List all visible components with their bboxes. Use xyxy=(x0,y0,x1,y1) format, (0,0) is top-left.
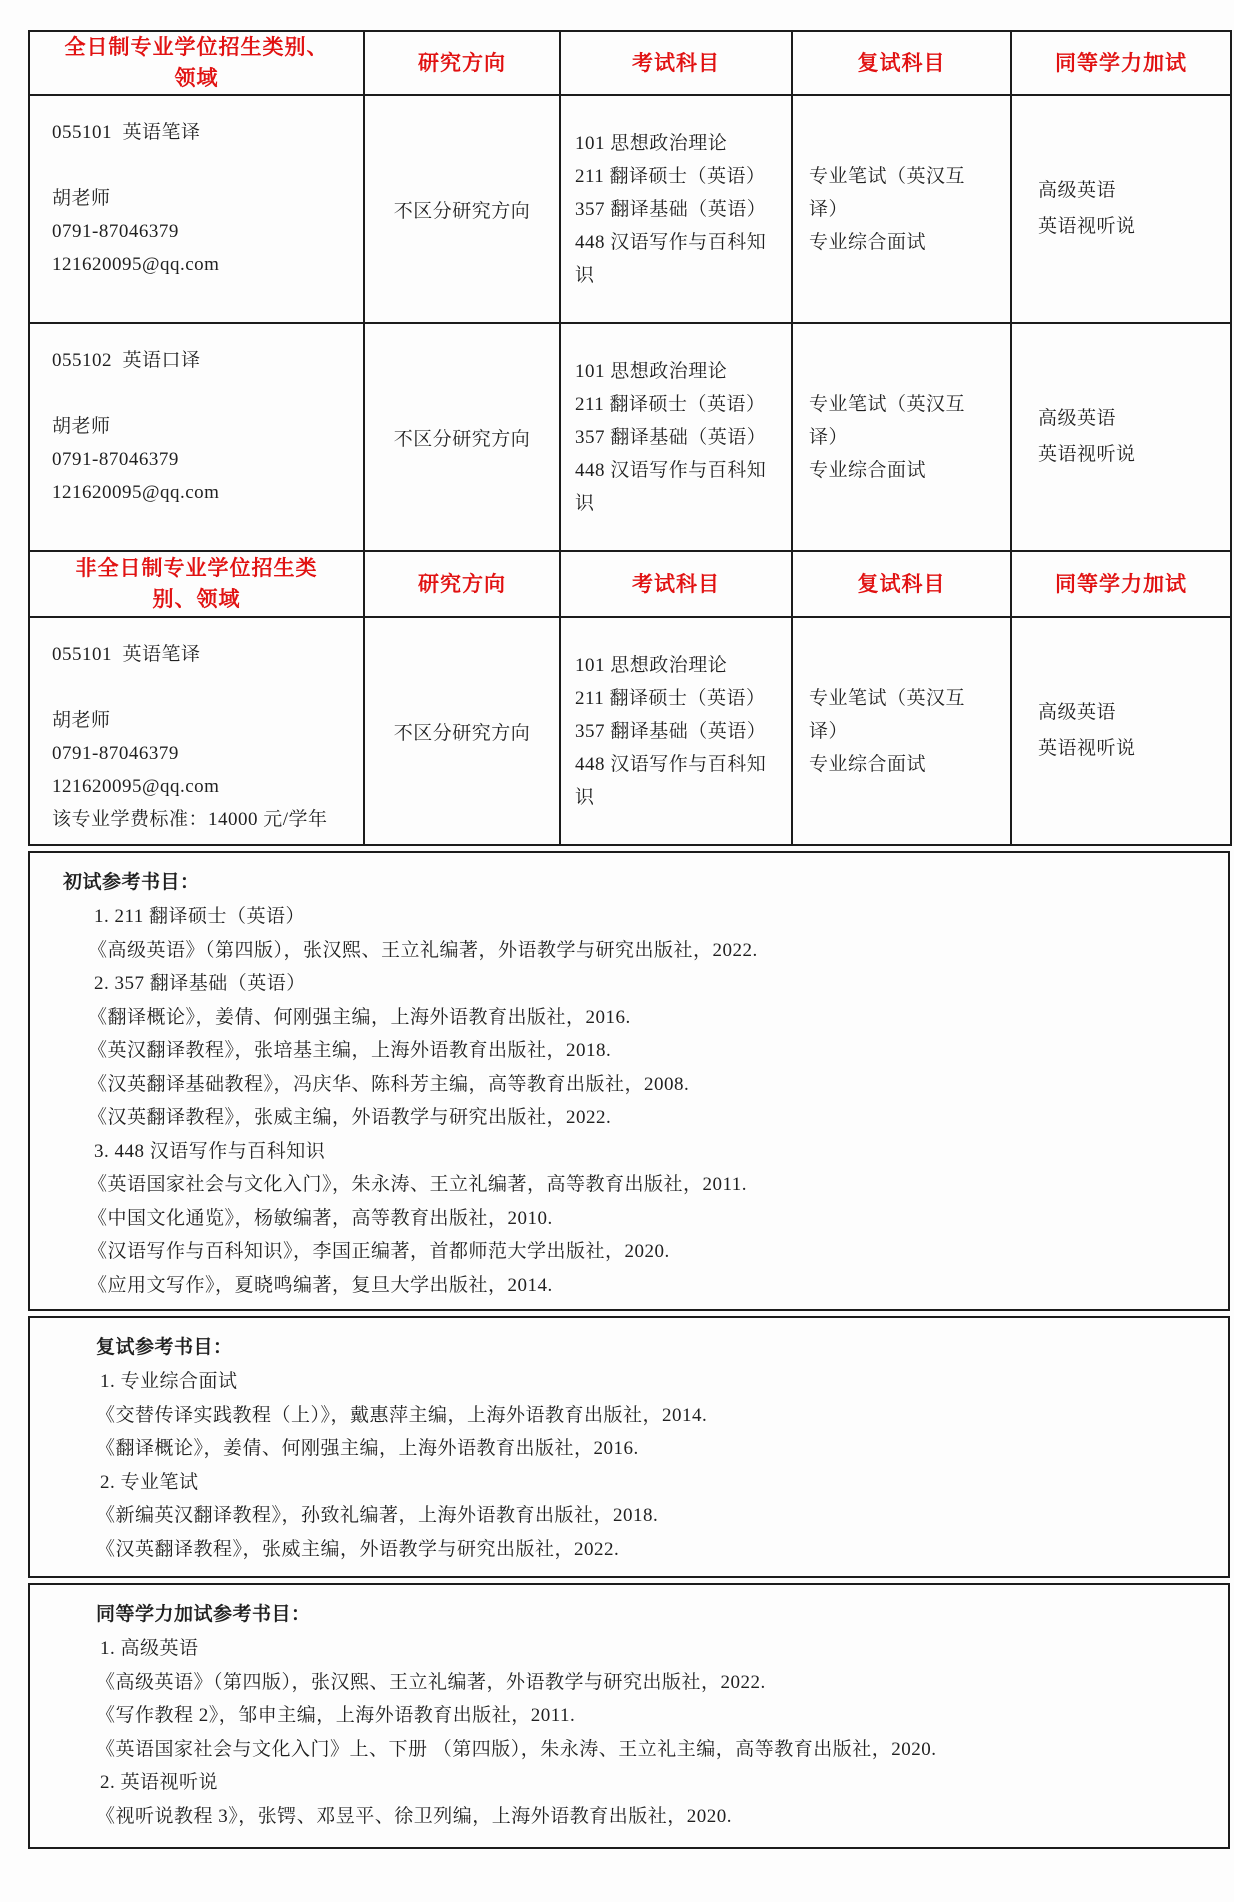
equivalency-cell xyxy=(1011,95,1231,323)
program-code: 055101 英语笔译 xyxy=(52,122,201,143)
contact-email: 121620095@qq.com xyxy=(52,254,220,275)
tuition-note: 该专业学费标准：14000 元/学年 xyxy=(52,809,328,830)
exam-subject: 448 汉语写作与百科知识 xyxy=(575,231,767,286)
reference-item-line: 1. 211 翻译硕士（英语） xyxy=(94,906,306,927)
exam-subjects-cell xyxy=(560,323,792,551)
equivalency-references-section xyxy=(28,1583,1230,1849)
program-cell xyxy=(29,323,364,551)
section-title: 复试参考书目： xyxy=(96,1337,233,1358)
header-research-direction: 研究方向 xyxy=(364,551,560,617)
section-title: 同等学力加试参考书目： xyxy=(96,1604,311,1625)
equivalency-subject: 高级英语 xyxy=(1038,180,1117,201)
full-time-header-row xyxy=(29,31,1231,95)
header-part-time-category: 非全日制专业学位招生类别、领域 xyxy=(29,551,364,617)
retest-subject: 专业综合面试 xyxy=(809,459,927,481)
reference-book-line: 《应用文写作》，夏晓鸣编著，复旦大学出版社，2014. xyxy=(88,1274,553,1296)
contact-name: 胡老师 xyxy=(52,188,111,209)
reference-item-line: 2. 英语视听说 xyxy=(100,1772,219,1793)
research-direction-cell xyxy=(364,95,560,323)
program-code: 055102 英语口译 xyxy=(52,350,201,371)
equivalency-subject: 英语视听说 xyxy=(1038,216,1136,237)
reference-book-line: 《汉英翻译教程》，张威主编，外语教学与研究出版社，2022. xyxy=(96,1538,620,1560)
initial-exam-references-section xyxy=(28,851,1230,1311)
reference-book-line: 《中国文化通览》，杨敏编著，高等教育出版社，2010. xyxy=(88,1207,553,1229)
equivalency-subject: 英语视听说 xyxy=(1038,444,1136,465)
contact-phone: 0791-87046379 xyxy=(52,449,179,470)
program-cell xyxy=(29,95,364,323)
reference-book-line: 《视听说教程 3》，张锷、邓昱平、徐卫列编，上海外语教育出版社，2020. xyxy=(96,1805,733,1827)
part-time-header-row xyxy=(29,551,1231,617)
exam-subject: 357 翻译基础（英语） xyxy=(575,720,767,742)
retest-subjects-cell xyxy=(792,95,1011,323)
table-row-fulltime-055101 xyxy=(29,95,1231,323)
equivalency-subject: 高级英语 xyxy=(1038,408,1117,429)
table-row-parttime-055101 xyxy=(29,617,1231,845)
reference-item-line: 3. 448 汉语写作与百科知识 xyxy=(94,1140,326,1162)
admissions-table xyxy=(28,30,1232,846)
research-direction-text: 不区分研究方向 xyxy=(393,428,531,450)
header-exam-subjects: 考试科目 xyxy=(560,31,792,95)
contact-phone: 0791-87046379 xyxy=(52,221,179,242)
reference-item-line: 2. 专业笔试 xyxy=(100,1471,199,1493)
reference-book-line: 《汉英翻译基础教程》，冯庆华、陈科芳主编，高等教育出版社，2008. xyxy=(88,1073,690,1095)
retest-subject: 专业综合面试 xyxy=(809,753,927,775)
research-direction-cell xyxy=(364,617,560,845)
header-equivalency-test: 同等学力加试 xyxy=(1011,551,1231,617)
retest-subject: 专业综合面试 xyxy=(809,231,927,253)
contact-email: 121620095@qq.com xyxy=(52,776,220,797)
retest-subjects-cell xyxy=(792,323,1011,551)
retest-subject: 专业笔试（英汉互译） xyxy=(809,393,966,448)
reference-book-line: 《高级英语》（第四版），张汉熙、王立礼编著，外语教学与研究出版社，2022. xyxy=(96,1671,766,1693)
reference-book-line: 《英汉翻译教程》，张培基主编，上海外语教育出版社，2018. xyxy=(88,1040,612,1061)
header-equivalency-test: 同等学力加试 xyxy=(1011,31,1231,95)
retest-subject: 专业笔试（英汉互译） xyxy=(809,687,966,742)
equivalency-cell xyxy=(1011,323,1231,551)
section-title: 初试参考书目： xyxy=(63,872,200,893)
equivalency-subject: 英语视听说 xyxy=(1038,738,1136,759)
exam-subject: 357 翻译基础（英语） xyxy=(575,198,767,220)
reference-book-line: 《高级英语》（第四版），张汉熙、王立礼编著，外语教学与研究出版社，2022. xyxy=(88,939,758,961)
exam-subject: 357 翻译基础（英语） xyxy=(575,426,767,448)
blank-line xyxy=(52,671,355,704)
header-retest-subjects: 复试科目 xyxy=(792,31,1011,95)
research-direction-cell xyxy=(364,323,560,551)
reference-book-line: 《汉英翻译教程》，张威主编，外语教学与研究出版社，2022. xyxy=(88,1107,612,1128)
research-direction-text: 不区分研究方向 xyxy=(393,722,531,744)
exam-subject: 211 翻译硕士（英语） xyxy=(575,165,766,187)
reference-book-line: 《写作教程 2》，邹申主编，上海外语教育出版社，2011. xyxy=(96,1705,576,1726)
research-direction-text: 不区分研究方向 xyxy=(393,200,531,222)
table-row-fulltime-055102 xyxy=(29,323,1231,551)
retest-references-section xyxy=(28,1316,1230,1578)
reference-book-line: 《新编英汉翻译教程》，孙致礼编著，上海外语教育出版社，2018. xyxy=(96,1505,659,1526)
reference-item-line: 1. 高级英语 xyxy=(100,1638,199,1659)
exam-subject: 448 汉语写作与百科知识 xyxy=(575,753,767,808)
exam-subjects-cell xyxy=(560,617,792,845)
contact-name: 胡老师 xyxy=(52,710,111,731)
program-cell xyxy=(29,617,364,845)
exam-subject: 211 翻译硕士（英语） xyxy=(575,687,766,709)
exam-subject: 448 汉语写作与百科知识 xyxy=(575,459,767,514)
equivalency-subject: 高级英语 xyxy=(1038,702,1117,723)
reference-item-line: 2. 357 翻译基础（英语） xyxy=(94,973,306,994)
header-full-time-category: 全日制专业学位招生类别、领域 xyxy=(29,31,364,95)
exam-subjects-cell xyxy=(560,95,792,323)
retest-subject: 专业笔试（英汉互译） xyxy=(809,165,966,220)
exam-subject: 211 翻译硕士（英语） xyxy=(575,393,766,415)
reference-book-line: 《翻译概论》，姜倩、何刚强主编，上海外语教育出版社，2016. xyxy=(96,1438,639,1459)
exam-subject: 101 思想政治理论 xyxy=(575,654,728,676)
header-exam-subjects: 考试科目 xyxy=(560,551,792,617)
reference-book-line: 《英语国家社会与文化入门》，朱永涛、王立礼编著，高等教育出版社，2011. xyxy=(88,1174,748,1195)
reference-book-line: 《汉语写作与百科知识》，李国正编著，首都师范大学出版社，2020. xyxy=(88,1241,670,1262)
exam-subject: 101 思想政治理论 xyxy=(575,132,728,154)
reference-book-line: 《交替传译实践教程（上）》，戴惠萍主编，上海外语教育出版社，2014. xyxy=(96,1404,708,1426)
exam-subject: 101 思想政治理论 xyxy=(575,360,728,382)
blank-line xyxy=(52,149,355,182)
retest-subjects-cell xyxy=(792,617,1011,845)
program-code: 055101 英语笔译 xyxy=(52,644,201,665)
header-retest-subjects: 复试科目 xyxy=(792,551,1011,617)
blank-line xyxy=(52,377,355,410)
contact-phone: 0791-87046379 xyxy=(52,743,179,764)
equivalency-cell xyxy=(1011,617,1231,845)
reference-book-line: 《翻译概论》，姜倩、何刚强主编，上海外语教育出版社，2016. xyxy=(88,1006,631,1028)
contact-name: 胡老师 xyxy=(52,416,111,437)
contact-email: 121620095@qq.com xyxy=(52,482,220,503)
reference-item-line: 1. 专业综合面试 xyxy=(100,1371,238,1392)
header-research-direction: 研究方向 xyxy=(364,31,560,95)
reference-book-line: 《英语国家社会与文化入门》上、下册 （第四版），朱永涛、王立礼主编，高等教育出版社，2020. xyxy=(96,1738,937,1760)
